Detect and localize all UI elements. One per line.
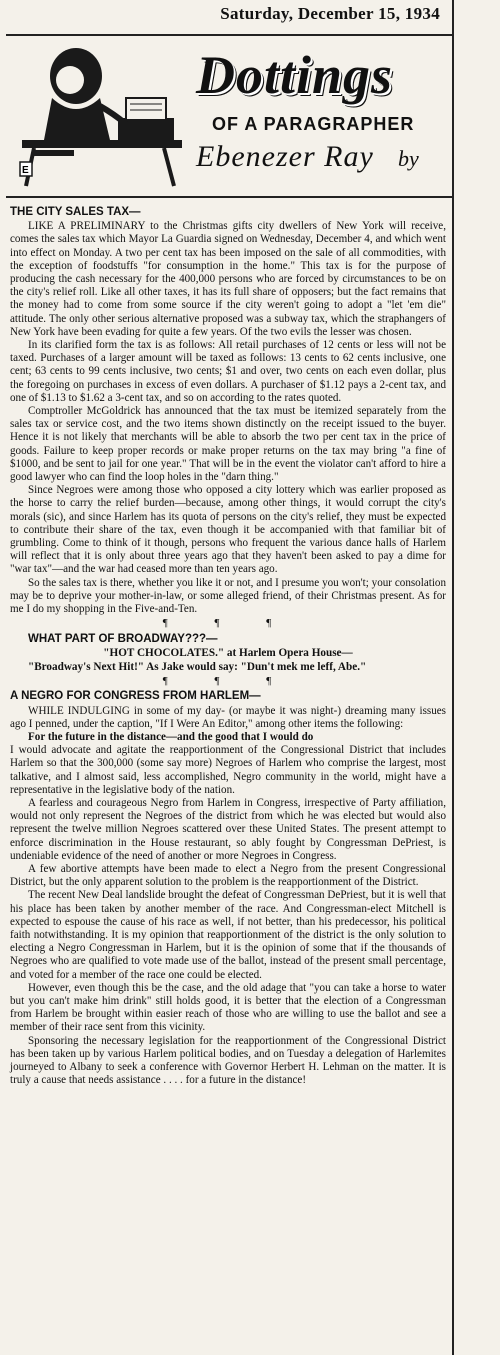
svg-text:E: E bbox=[22, 165, 29, 176]
paragraph: Comptroller McGoldrick has announced that the tax must be itemized separately from the sales tax or service cost, and the two items shown distinctly on the receipt issued to the buyer. Hence it is not likely that merchants will be able to absorb the two per cent tax in the price of goods. Failure to keep proper records or make proper returns on the tax may bring "a fine of $1000, and be sent to jail for one year." That will be in the event the violator can't afford to hire a good lawyer who can find the loop holes in the "darn thing." bbox=[10, 405, 446, 484]
section-divider: ¶ ¶ ¶ bbox=[162, 617, 294, 630]
column-subtitle: OF A PARAGRAPHER bbox=[212, 114, 415, 134]
paragraph: In its clarified form the tax is as follows: All retail purchases of 12 cents or less will not be taxed. Purchases of a larger amount will be taxed as follows: 13 cents to 62 cents inclusive, one cent; 63 cents to 99 cents inclusive, two cents; $1 and over, two cents on each even dollar, plus the foregoing on purchases in excess of even dollars. A purchaser of $1.12 pays a 2-cent tax, and one of $1.13 to $1.62 a 3-cent tax, and so on according to the rates quoted. bbox=[10, 339, 446, 404]
paragraph: Sponsoring the necessary legislation for the reapportionment of the Congressional District has been taken up by various Harlem political bodies, and on Tuesday a delegation of Harlemites journeyed to Albany to seek a conference with Governor Herbert H. Lehman on the matter. It is truly a cause that needs assistance . . . . for a future in the distance! bbox=[10, 1034, 446, 1087]
broadway-line: "HOT CHOCOLATES." at Harlem Opera House— bbox=[103, 646, 353, 659]
section-heading-broadway: WHAT PART OF BROADWAY???— bbox=[28, 632, 218, 645]
quoted-paragraph: I would advocate and agitate the reapportionment of the Congressional District that includes Harlem so that the 300,000 (some say more) Negroes of Harlem who comprise the largest, most talkative, and I almost said, less accomplished, Negro community in the world, might have a representative in the legislative body of the nation. bbox=[10, 744, 446, 796]
quoted-lead: For the future in the distance—and the good that I would do bbox=[28, 730, 314, 743]
paragraph: WHILE INDULGING in some of my day- (or maybe it was night-) dreaming many issues ago I penned, under the caption, "If I Were An Editor," among other items the following: bbox=[10, 704, 446, 730]
section-heading-sales-tax: THE CITY SALES TAX— bbox=[10, 206, 141, 218]
author-signature: Ebenezer Ray bbox=[196, 140, 374, 173]
paragraph: So the sales tax is there, whether you like it or not, and I presume you won't; your consolation may be to deprive your mother-in-law, or some alleged friend, of their Christmas present. As for me I do my shopping in the Five-and-Ten. bbox=[10, 576, 446, 616]
paragraph: However, even though this be the case, and the old adage that "you can take a horse to water but you can't make him drink" still holds good, it is better that the election of a Congressman from Harlem be brought within easier reach of those who are willing to use the ballot and see a member of their race sent from this vicinity. bbox=[10, 981, 446, 1034]
column-rule bbox=[452, 0, 454, 1355]
paragraph: LIKE A PRELIMINARY to the Christmas gifts city dwellers of New York will receive, comes the sales tax which Mayor La Guardia signed on Wednesday, December 4, and which went into effect on Monday. A two per cent tax has been imposed on the sale of all commodities, with the exception of foodstuffs "for consumption in the home." This tax is for the purpose of producing the cash necessary for the 400,000 persons who are forced by circumstances to be on the city's relief roll. Like all other taxes, it has its full share of opposers; but the fact remains that the money had to come from some source if the city weren't going to adopt a "let 'em die" attitude. The only other serious alternative proposed was a subway tax, which the straphangers of New York have been evading for quite a few years. Of the two evils the lesser was chosen. bbox=[10, 220, 446, 338]
article-column bbox=[10, 204, 446, 1087]
typewriter-writer-illustration bbox=[14, 40, 190, 188]
section-divider: ¶ ¶ ¶ bbox=[162, 675, 294, 688]
masthead bbox=[6, 36, 452, 196]
section-heading-congress: A NEGRO FOR CONGRESS FROM HARLEM— bbox=[10, 690, 261, 703]
paragraph: The recent New Deal landslide brought the defeat of Congressman DePriest, but it is well that his place has been taken by another member of the race. And Congressman-elect Mitchell is expected to espouse the cause of his race as well, if not better, than his predecessor, his political faith notwithstanding. It is my opinion that reapportionment of the district is the only solution to electing a Negro Congressman in Harlem, but it is the opinion of some that if the thousands of Negroes who are qualified to vote made use of the ballot, instead of the present small percentage, and voted for a member of the race one could be elected. bbox=[10, 889, 446, 981]
broadway-line: "Broadway's Next Hit!" As Jake would say: "Dun't mek me leff, Abe." bbox=[28, 660, 367, 673]
byline-by: by bbox=[398, 146, 419, 171]
paragraph: Since Negroes were among those who opposed a city lottery which was earlier proposed as the horse to carry the relief burden—because, among other things, it would corrupt the city's morals (sic), and since Harlem has its quota of persons on the city's relief, they must be expected to contribute their share of the tax, even though it be accompanied with that familiar bit of grumbling. Come to think of it though, persons who frequent the various dance halls of Harlem will reflect that it is only about three years ago that they haven't been asked to pay a dime for "war tax"—and the war had ceased more than ten years ago. bbox=[10, 484, 446, 576]
column-title: Dottings bbox=[196, 45, 394, 105]
paragraph: A fearless and courageous Negro from Harlem in Congress, irrespective of Party affiliation, would not only represent the Negroes of the district from which he was elected but would also represent the twelve million Negroes scattered over these United States. The present attempt to enforce discrimination in the House restaurant, so ably fought by Congressman DePriest, is undeniable evidence of the need of another or more Negroes in Congress. bbox=[10, 796, 446, 862]
paragraph: A few abortive attempts have been made to elect a Negro from the present Congressional District, but the only apparent solution to the problem is the reapportionment of the District. bbox=[10, 862, 446, 889]
dateline: Saturday, December 15, 1934 bbox=[220, 4, 440, 23]
masthead-rule bbox=[6, 196, 452, 198]
